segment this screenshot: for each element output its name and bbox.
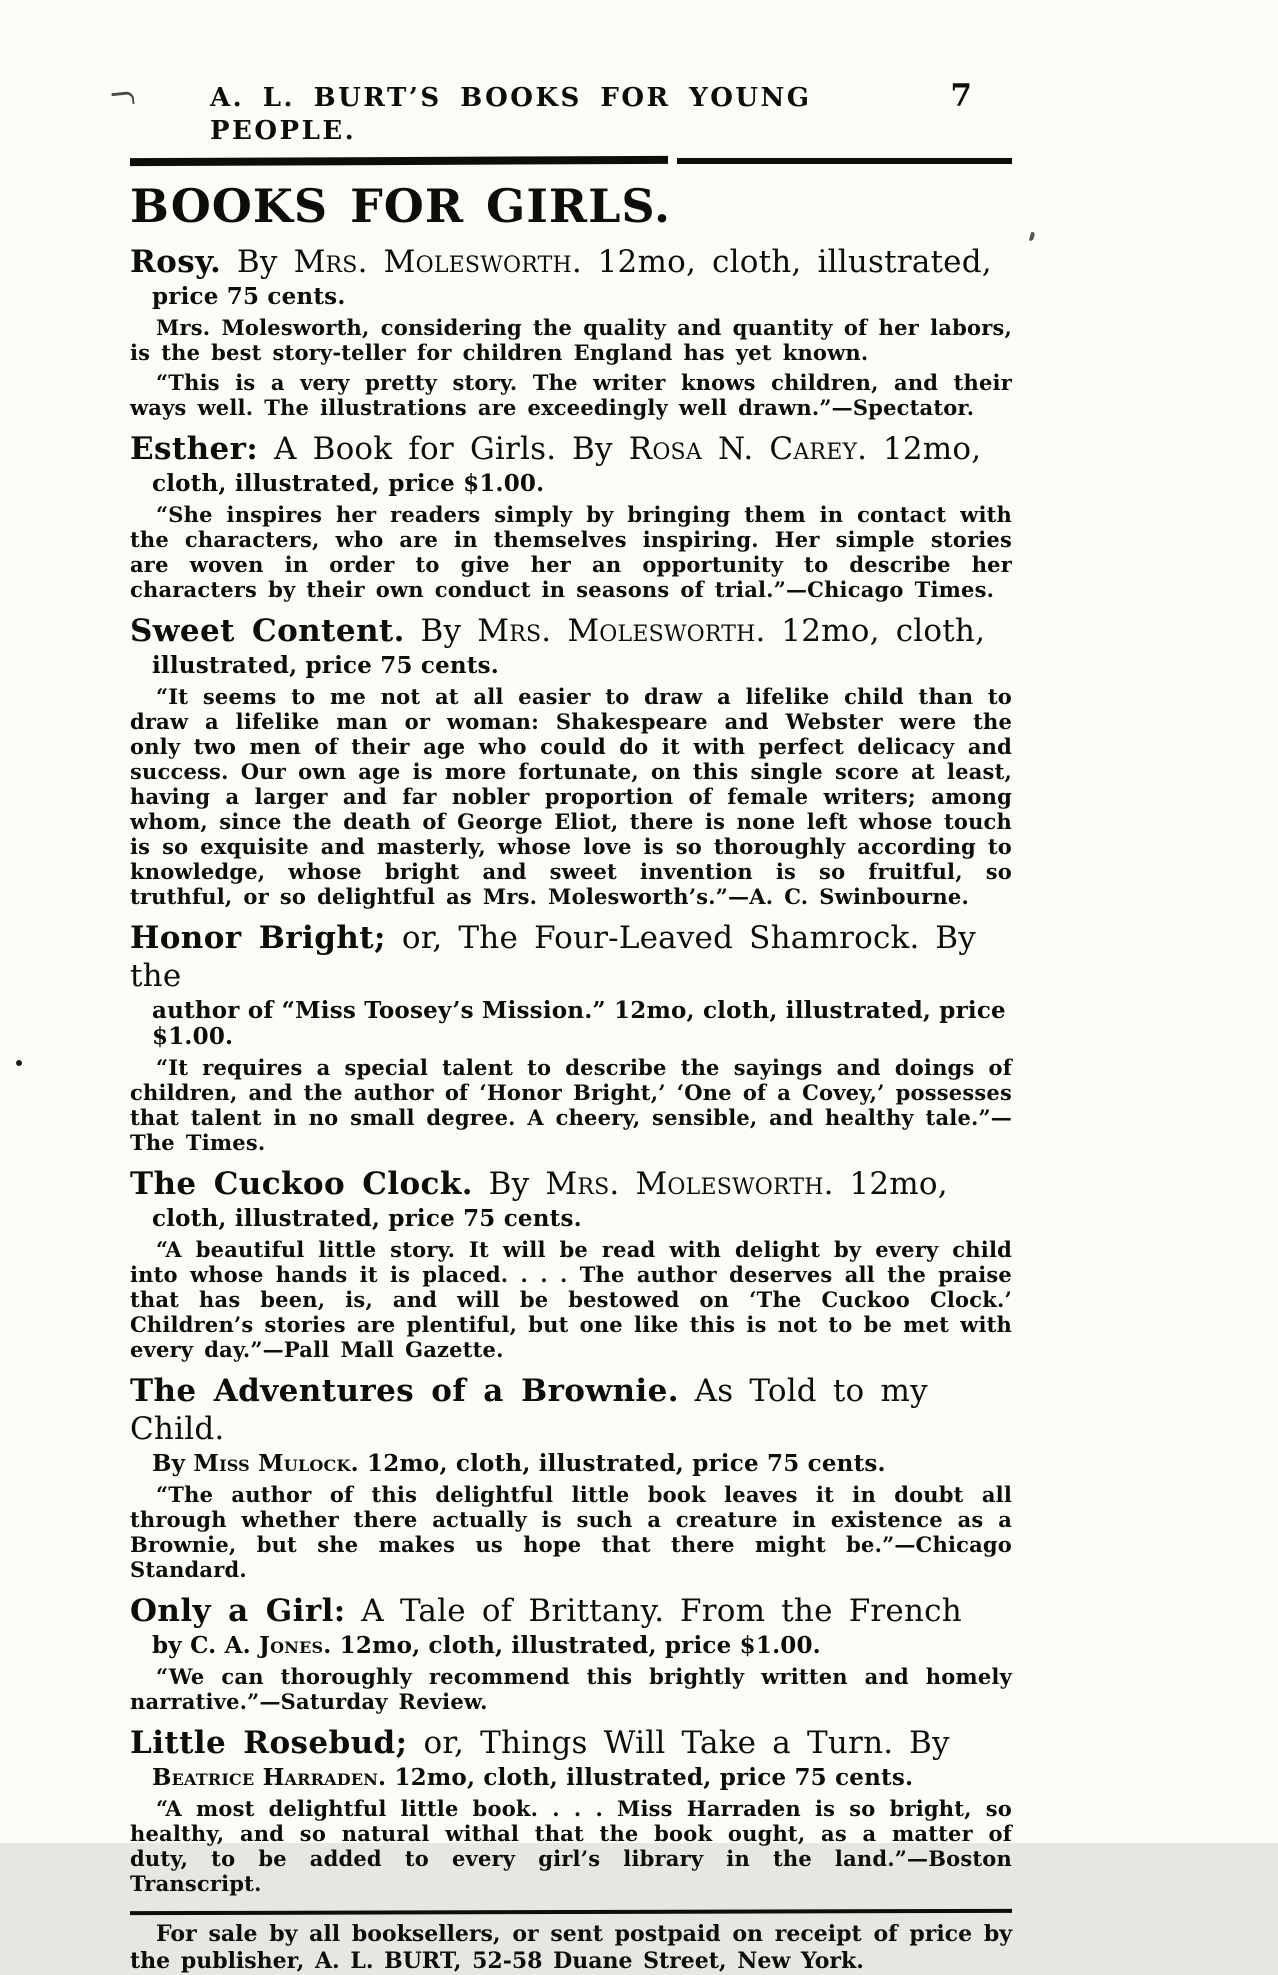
section-title: BOOKS FOR GIRLS. — [130, 179, 672, 233]
book-subheading — [152, 653, 1012, 679]
book-entry-little-rosebud — [130, 1724, 1012, 1896]
book-sub-author: Beatrice Harraden. — [152, 1764, 387, 1791]
book-heading-text: By — [404, 613, 478, 649]
book-title: Rosy. — [130, 244, 222, 280]
book-subheading — [152, 284, 1012, 310]
book-sub-text: author of “Miss Toosey’s Mission.” 12mo, cloth, illustrated, price $1.00. — [152, 997, 1006, 1050]
book-title: The Adventures of a Brownie. — [130, 1373, 679, 1409]
book-sub-author: Miss Mulock. — [193, 1450, 359, 1477]
book-heading-tail: 12mo, cloth, — [765, 613, 986, 649]
header-rule-segment — [677, 158, 1012, 164]
book-author: Rosa N. Carey. — [628, 431, 868, 467]
book-title: Little Rosebud; — [130, 1725, 408, 1761]
review-quote: “It requires a special talent to describe the sayings and doings of children, and the author of ‘Honor Bright,’ ‘One of a Covey,’ possesses that talent in no small degree. A cheery, sensible, and healthy tale.”—The Times. — [130, 1055, 1012, 1155]
book-entry-brownie — [130, 1372, 1012, 1582]
book-sub-text: by — [152, 1632, 191, 1659]
review-quote: “It seems to me not at all easier to draw a lifelike child than to draw a lifelike man or woman: Shakespeare and Webster were the only two men of their age who could do it with perfect delicacy and success. Our own age is more fortunate, on this single score at least, having a larger and far nobler proportion of female writers; among whom, since the death of George Eliot, there is none left whose touch is so exquisite and masterly, whose love is so thoroughly according to knowledge, whose bright and sweet invention is so fruitful, so truthful, or so delightful as Mrs. Molesworth’s.”—A. C. Swinbourne. — [130, 684, 1012, 909]
footer-note: For sale by all booksellers, or sent postpaid on receipt of price by the publisher, A. L. BURT, 52-58 Duane Street, New York. — [130, 1921, 1012, 1974]
book-heading — [130, 1724, 1012, 1762]
book-title: Only a Girl: — [130, 1593, 346, 1629]
running-header-title: A. L. BURT’S BOOKS FOR YOUNG PEOPLE. — [210, 83, 812, 146]
book-title: The Cuckoo Clock. — [130, 1166, 473, 1202]
book-author: Mrs. Molesworth. — [477, 613, 766, 649]
book-heading — [130, 1592, 1012, 1630]
book-subheading — [152, 1451, 1012, 1477]
book-heading — [130, 919, 1012, 995]
book-heading-text: or, The Four-Leaved Shamrock. By the — [130, 920, 976, 994]
book-subheading — [152, 1206, 1012, 1232]
book-heading — [130, 430, 1012, 468]
page-content — [130, 80, 1012, 1975]
book-subheading — [152, 1633, 1012, 1659]
book-sub-author: C. A. Jones. — [190, 1632, 332, 1659]
book-heading — [130, 243, 1012, 281]
book-sub-text: price 75 cents. — [152, 283, 346, 310]
page-number: 7 — [950, 78, 972, 114]
book-heading-tail: 12mo, — [833, 1166, 948, 1202]
book-sub-text: By — [152, 1450, 194, 1477]
book-heading — [130, 612, 1012, 650]
review-quote: “A beautiful little story. It will be read with delight by every child into whose hands it is placed. . . . The author deserves all the praise that has been, is, and will be bestowed on ‘The Cuckoo Clock.’ Children’s stories are plentiful, but one like this is not to be met with every day.”—Pall Mall Gazette. — [130, 1237, 1012, 1362]
header-rule — [130, 157, 1012, 165]
book-subheading — [152, 998, 1012, 1050]
book-heading-text: As Told to my Child. — [130, 1373, 928, 1447]
book-description: Mrs. Molesworth, considering the quality and quantity of her labors, is the best story-teller for children England has yet known. — [130, 315, 1012, 365]
review-quote: “The author of this delightful little book leaves it in doubt all through whether there actually is such a creature in existence as a Brownie, but she makes us hope that there might be.”—Chicago Standard. — [130, 1482, 1012, 1582]
header-rule-segment — [130, 156, 668, 166]
book-heading-text: By — [221, 244, 294, 280]
book-sub-text: illustrated, price 75 cents. — [152, 652, 500, 679]
book-heading — [130, 1165, 1012, 1203]
book-subheading — [152, 471, 1012, 497]
running-header — [130, 80, 1012, 148]
book-entry-esther — [130, 430, 1012, 602]
book-author: Mrs. Molesworth. — [293, 244, 582, 280]
book-heading-text: By — [472, 1166, 546, 1202]
book-author: Mrs. Molesworth. — [545, 1166, 834, 1202]
footer-rule — [130, 1909, 1012, 1915]
book-heading-tail: 12mo, — [867, 431, 982, 467]
book-sub-text: cloth, illustrated, price $1.00. — [152, 470, 545, 497]
book-entry-rosy — [130, 243, 1012, 420]
review-quote: “We can thoroughly recommend this brightly written and homely narrative.”—Saturday Review. — [130, 1664, 1012, 1714]
book-heading-text: or, Things Will Take a Turn. By — [407, 1725, 950, 1761]
book-title: Sweet Content. — [130, 613, 405, 649]
book-sub-text: cloth, illustrated, price 75 cents. — [152, 1205, 582, 1232]
book-heading-text: A Book for Girls. By — [258, 431, 629, 467]
book-entry-sweet-content — [130, 612, 1012, 909]
review-quote: “This is a very pretty story. The writer knows children, and their ways well. The illustrations are exceedingly well drawn.”—Spectator. — [130, 370, 1012, 420]
book-entry-cuckoo-clock — [130, 1165, 1012, 1362]
book-subheading — [152, 1765, 1012, 1791]
ink-dot — [16, 1060, 22, 1066]
book-sub-tail: 12mo, cloth, illustrated, price 75 cents. — [386, 1764, 914, 1791]
book-entry-honor-bright — [130, 919, 1012, 1155]
book-sub-tail: 12mo, cloth, illustrated, price $1.00. — [331, 1632, 821, 1659]
book-heading-text: A Tale of Brittany. From the French — [345, 1593, 962, 1629]
book-title: Honor Bright; — [130, 920, 386, 956]
book-heading — [130, 1372, 1012, 1448]
review-quote: “She inspires her readers simply by bringing them in contact with the characters, who are in themselves inspiring. Her simple stories are woven in order to give her an opportunity to describe her characters by their own conduct in seasons of trial.”—Chicago Times. — [130, 502, 1012, 602]
book-title: Esther: — [130, 431, 259, 467]
ink-speck — [1029, 232, 1035, 242]
review-quote: “A most delightful little book. . . . Miss Harraden is so bright, so healthy, and so natural withal that the book ought, as a matter of duty, to be added to every girl’s library in the land.”—Boston Transcript. — [130, 1796, 1012, 1896]
book-heading-tail: 12mo, cloth, illustrated, — [581, 244, 992, 280]
book-sub-tail: 12mo, cloth, illustrated, price 75 cents. — [358, 1450, 886, 1477]
book-entry-only-a-girl — [130, 1592, 1012, 1714]
